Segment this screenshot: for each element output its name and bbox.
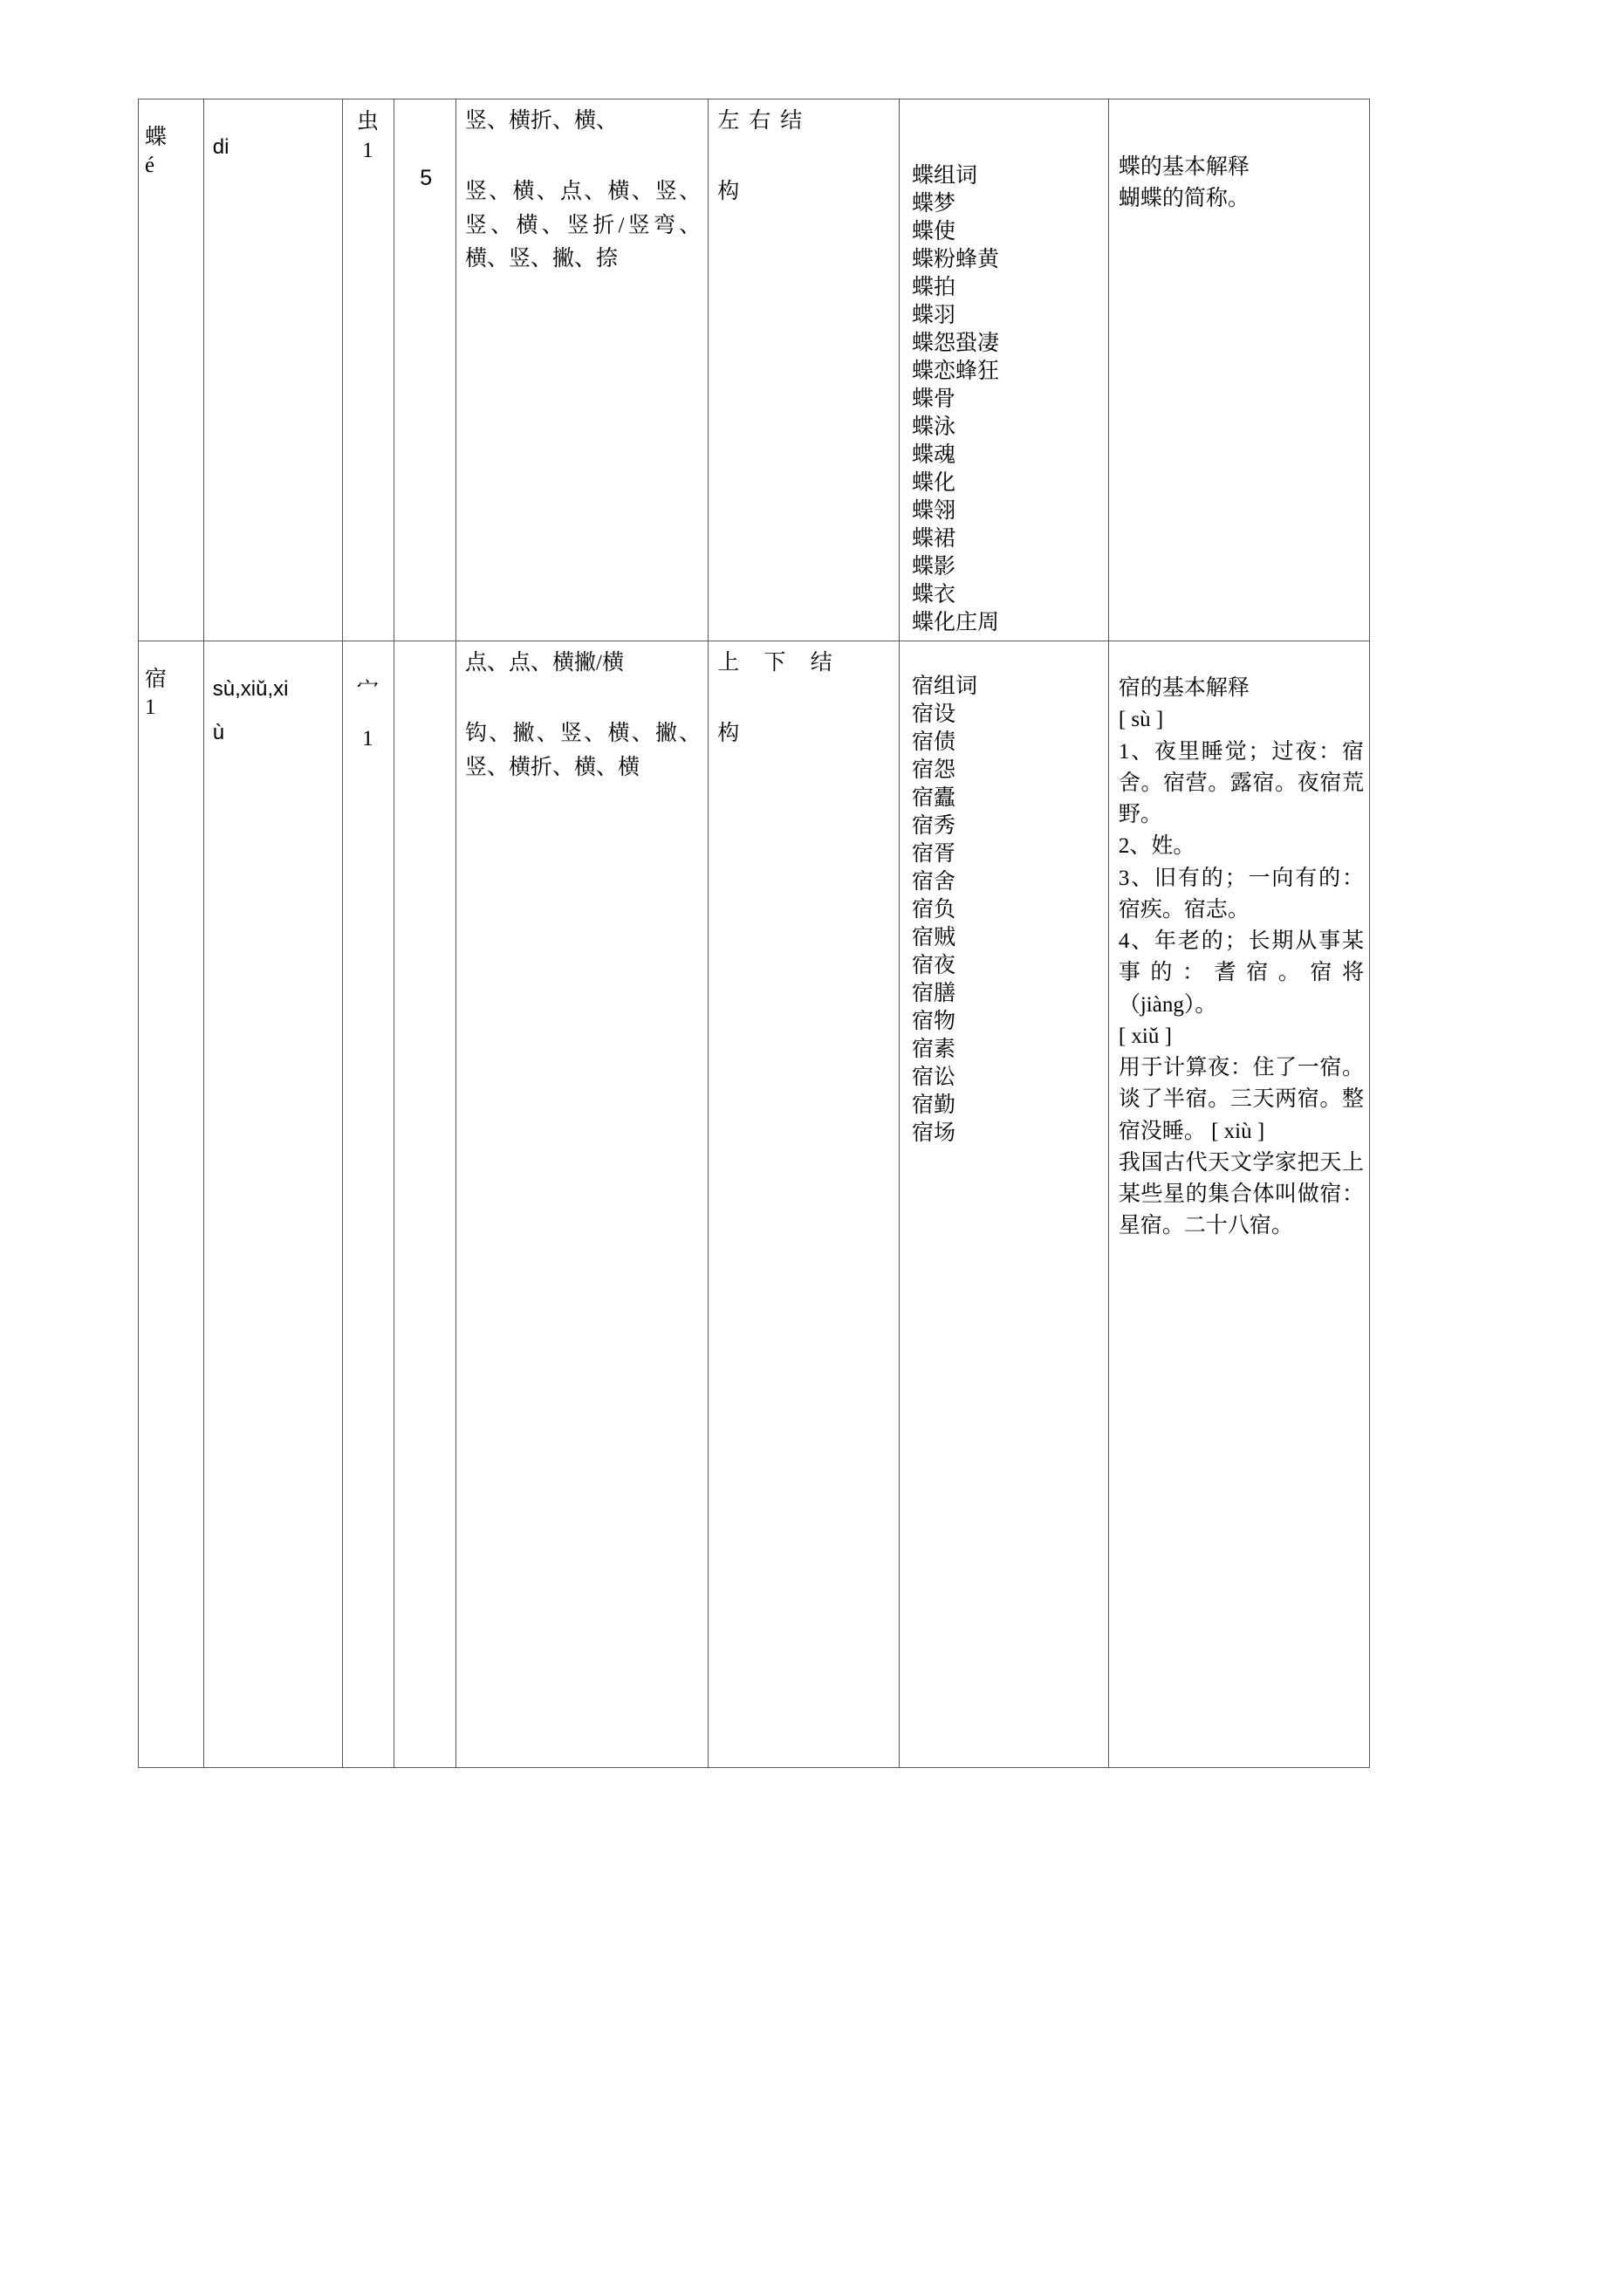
word-list-item: 宿素 bbox=[911, 1038, 955, 1061]
explanation-paragraph: 蝴蝶的简称。 bbox=[1118, 187, 1250, 211]
stroke-order-line-rest: 竖、横、点、横、竖、竖、横、竖折/竖弯、横、竖、撇、捺 bbox=[465, 179, 702, 271]
explanation-paragraph: [ xiǔ ] bbox=[1118, 1024, 1172, 1048]
structure-cell-die bbox=[709, 99, 900, 641]
word-list-item: 蝶影 bbox=[911, 555, 955, 579]
explanation-paragraph: 3、旧有的；一向有的：宿疾。宿志。 bbox=[1118, 866, 1364, 922]
word-list-item: 宿物 bbox=[911, 1010, 955, 1033]
word-list-item: 蝶衣 bbox=[911, 583, 955, 607]
stroke-count-cell-die bbox=[394, 99, 456, 641]
word-list-cell-die bbox=[899, 99, 1108, 641]
radical-cell-die bbox=[343, 99, 394, 641]
word-list-item: 蝶魂 bbox=[911, 443, 955, 467]
stroke-order-line-first: 点、点、横撇/横 bbox=[465, 651, 624, 675]
character-index: 1 bbox=[145, 696, 156, 719]
word-list-item: 宿场 bbox=[911, 1121, 955, 1145]
word-list-item: 蝶泳 bbox=[911, 415, 955, 439]
explanation-cell-su bbox=[1108, 641, 1369, 1768]
word-list-item: 宿贼 bbox=[911, 926, 955, 949]
word-list-item: 蝶翎 bbox=[911, 499, 955, 523]
word-list-item: 蝶裙 bbox=[911, 527, 955, 551]
stroke-count-cell-su bbox=[394, 641, 456, 1768]
explanation-paragraph: 1、夜里睡觉；过夜：宿舍。宿营。露宿。夜宿荒野。 bbox=[1118, 739, 1364, 826]
radical-index: 1 bbox=[362, 138, 373, 162]
pinyin-cell-su bbox=[203, 641, 342, 1768]
word-list-item: 蝶怨蛩凄 bbox=[911, 332, 999, 355]
table-row bbox=[139, 641, 1370, 1768]
word-list-cell-su bbox=[899, 641, 1108, 1768]
character-reference-table bbox=[138, 99, 1370, 1768]
explanation-paragraph: 4、年老的；长期从事某事的：耆宿。宿将（jiàng）。 bbox=[1118, 929, 1364, 1017]
stroke-order-cell-su bbox=[456, 641, 709, 1768]
word-list-item: 蝶组词 bbox=[911, 164, 977, 188]
word-list-item: 宿蠹 bbox=[911, 786, 955, 810]
stroke-order-line-first: 竖、横折、横、 bbox=[465, 109, 619, 133]
word-list-item: 蝶梦 bbox=[911, 192, 955, 216]
word-list-item: 宿膳 bbox=[911, 982, 955, 1005]
structure-label-top: 左右结 bbox=[717, 109, 812, 133]
structure-label-bottom: 构 bbox=[717, 179, 740, 203]
structure-label-bottom: 构 bbox=[717, 721, 740, 745]
radical-glyph: 宀 bbox=[356, 678, 379, 702]
radical-glyph: 虫 bbox=[356, 110, 379, 134]
word-list-item: 宿胥 bbox=[911, 842, 955, 866]
word-list-item: 蝶使 bbox=[911, 220, 955, 243]
character-glyph: 蝶 bbox=[145, 126, 168, 149]
pinyin-overflow: ù bbox=[212, 721, 225, 745]
explanation-paragraph: 蝶的基本解释 bbox=[1118, 155, 1250, 179]
pinyin-text: sù,xiǔ,xi bbox=[212, 677, 289, 701]
pinyin-text: di bbox=[212, 135, 229, 159]
character-cell-su bbox=[139, 641, 204, 1768]
structure-cell-su bbox=[709, 641, 900, 1768]
word-list-item: 蝶骨 bbox=[911, 387, 955, 411]
explanation-paragraph: 宿的基本解释 bbox=[1118, 676, 1250, 700]
word-list-item: 宿组词 bbox=[911, 675, 977, 698]
stroke-order-line-rest: 钩、撇、竖、横、撇、竖、横折、横、横 bbox=[465, 721, 702, 779]
word-list-item: 蝶化 bbox=[911, 471, 955, 495]
stroke-count-value: 5 bbox=[420, 166, 433, 190]
word-list-item: 蝶恋蜂狂 bbox=[911, 360, 999, 383]
explanation-paragraph: 2、姓。 bbox=[1118, 834, 1195, 859]
character-cell-die bbox=[139, 99, 204, 641]
word-list-item: 蝶羽 bbox=[911, 304, 955, 327]
word-list-item: 宿秀 bbox=[911, 814, 955, 838]
word-list-item: 宿讼 bbox=[911, 1066, 955, 1089]
explanation-paragraph: [ sù ] bbox=[1118, 708, 1164, 732]
explanation-cell-die bbox=[1108, 99, 1369, 641]
stroke-order-cell-die bbox=[456, 99, 709, 641]
character-index: é bbox=[145, 154, 155, 177]
word-list-item: 宿怨 bbox=[911, 758, 955, 782]
character-glyph: 宿 bbox=[145, 668, 168, 691]
word-list-item: 蝶粉蜂黄 bbox=[911, 248, 999, 271]
table-row bbox=[139, 99, 1370, 641]
word-list-item: 宿负 bbox=[911, 898, 955, 922]
word-list-item: 宿设 bbox=[911, 703, 955, 726]
structure-label-top: 上 下 结 bbox=[717, 651, 842, 675]
word-list-item: 蝶拍 bbox=[911, 276, 955, 299]
word-list-item: 宿夜 bbox=[911, 954, 955, 977]
radical-cell-su bbox=[343, 641, 394, 1768]
word-list-item: 宿舍 bbox=[911, 870, 955, 894]
word-list-item: 蝶化庄周 bbox=[911, 611, 999, 634]
pinyin-cell-die bbox=[203, 99, 342, 641]
explanation-paragraph: 我国古代天文学家把天上某些星的集合体叫做宿：星宿。二十八宿。 bbox=[1118, 1150, 1364, 1238]
explanation-paragraph: 用于计算夜：住了一宿。谈了半宿。三天两宿。整宿没睡。 [ xiù ] bbox=[1118, 1056, 1364, 1143]
radical-index: 1 bbox=[362, 727, 373, 751]
word-list-item: 宿债 bbox=[911, 730, 955, 754]
word-list-item: 宿勤 bbox=[911, 1093, 955, 1117]
